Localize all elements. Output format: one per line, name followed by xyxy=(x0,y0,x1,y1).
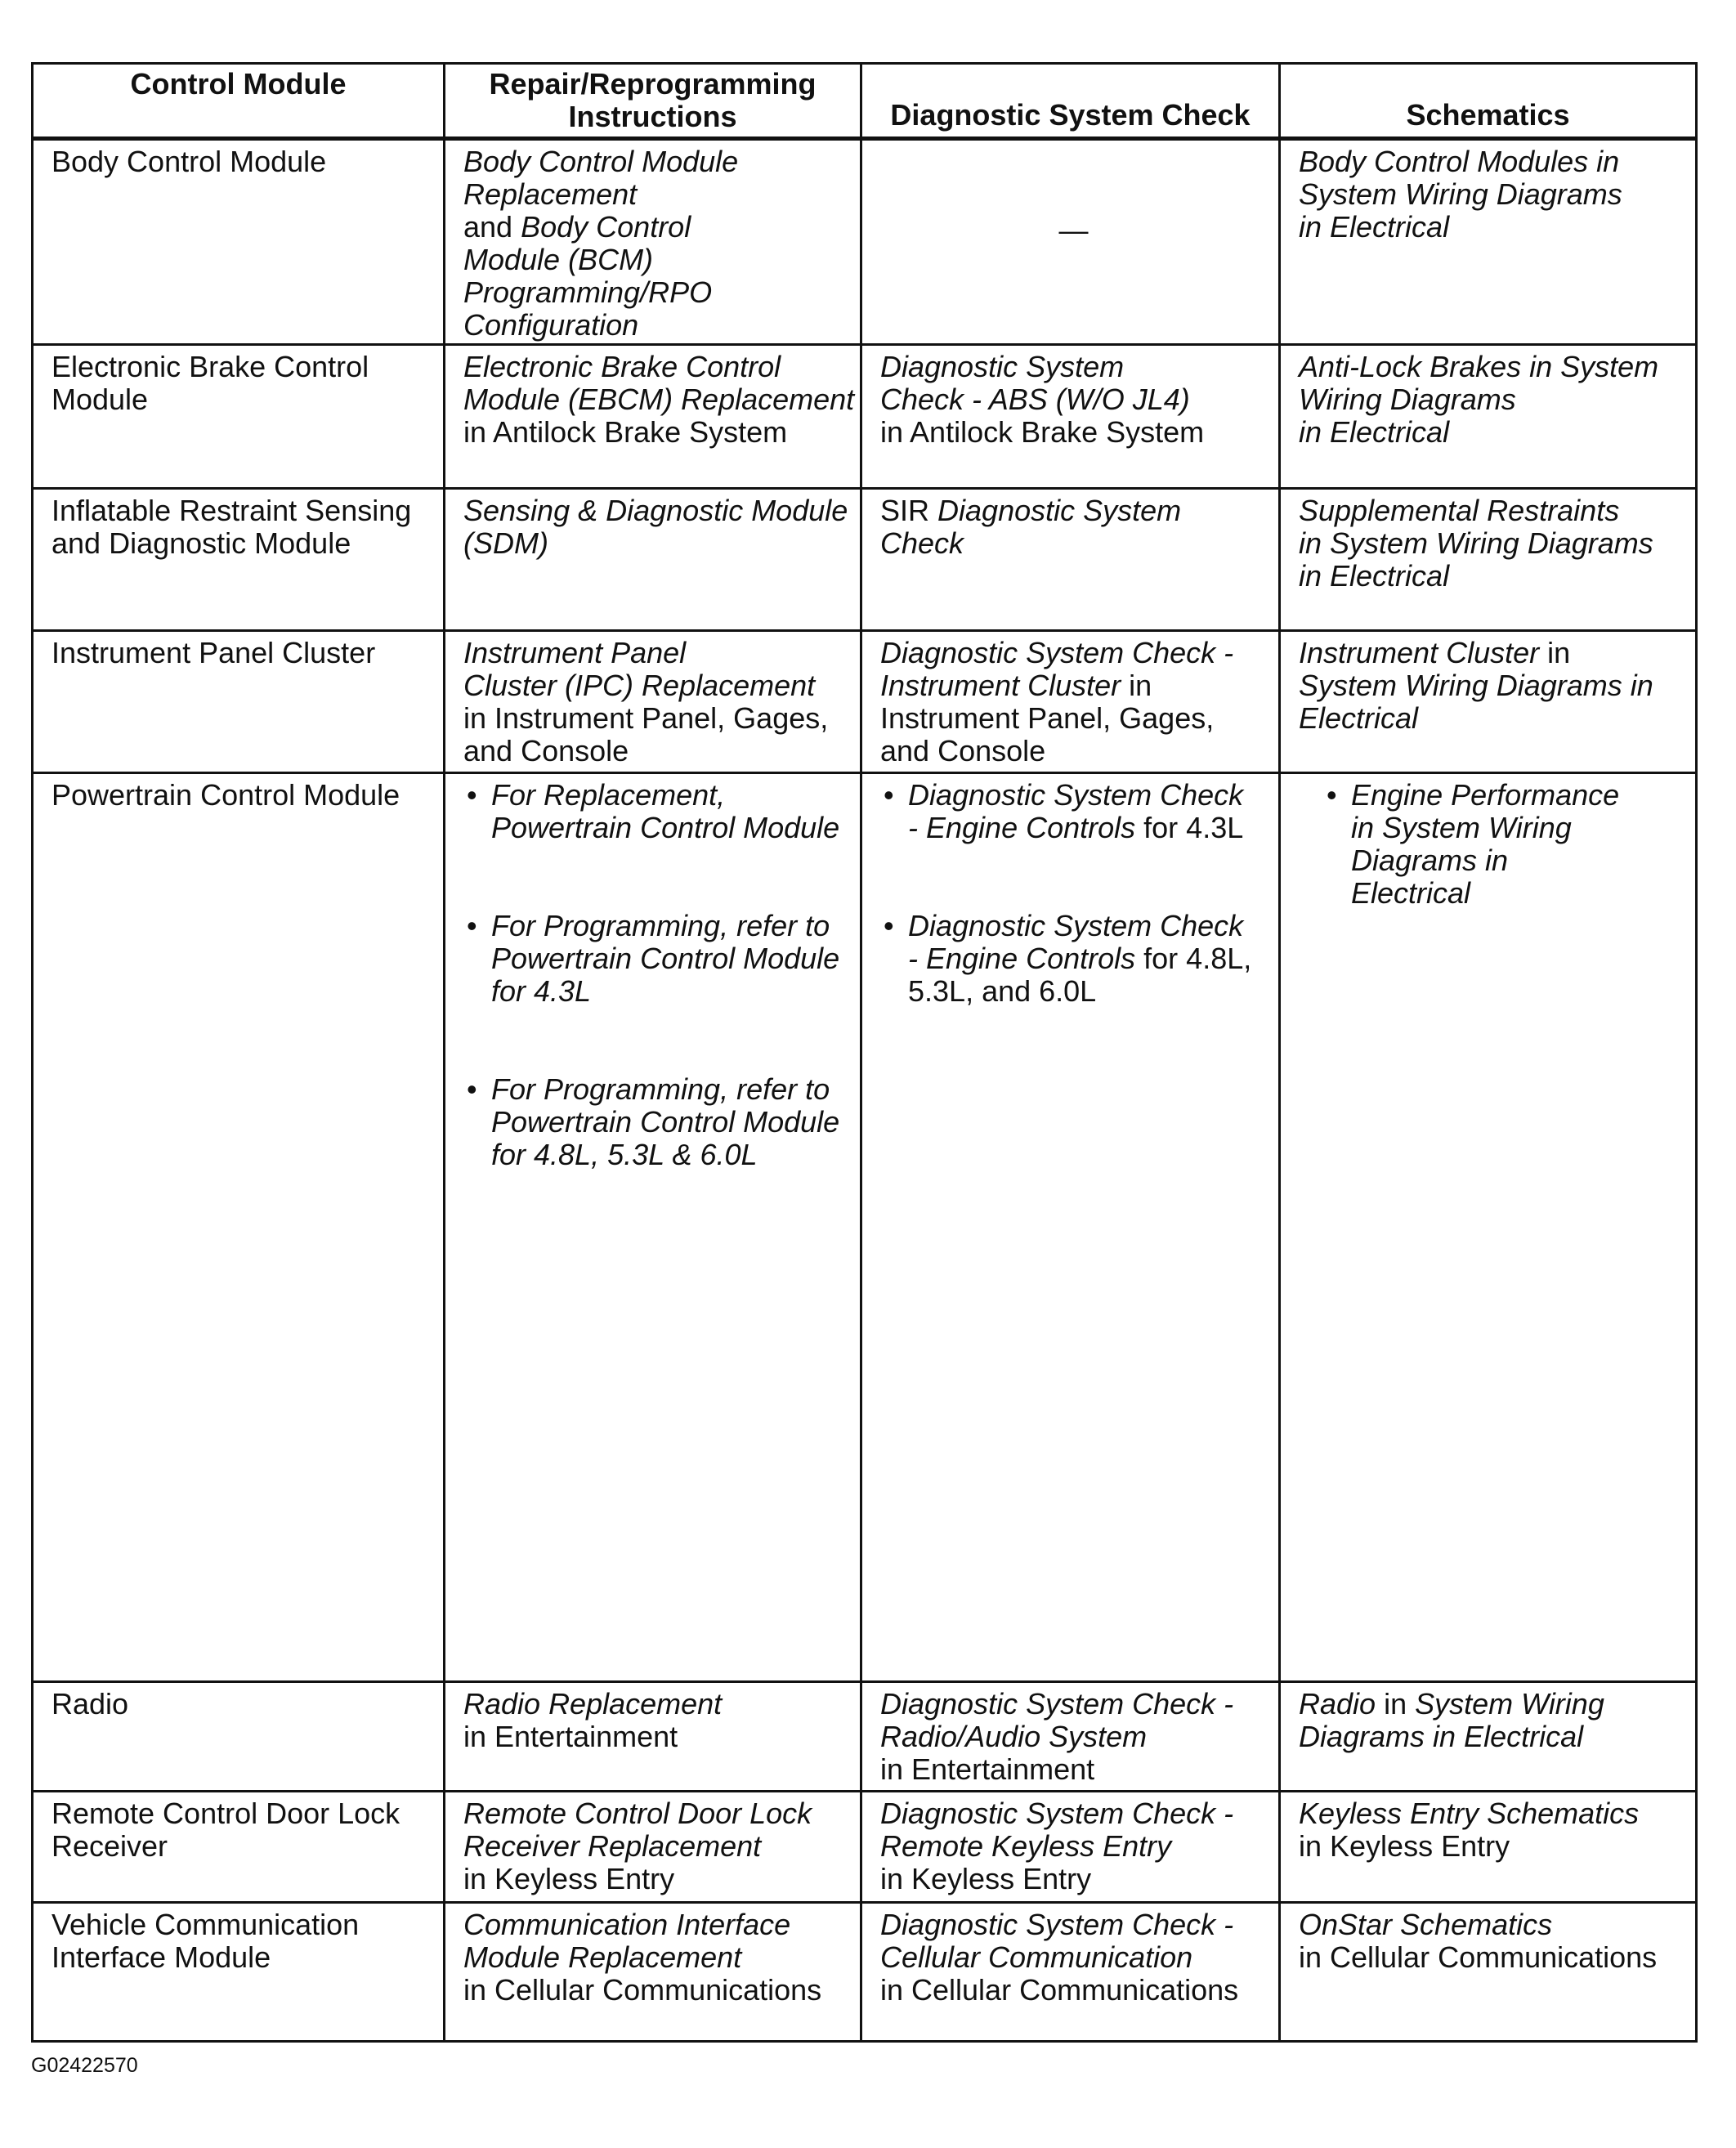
list-item: • Engine Performance in System Wiring Diagrams in Electrical xyxy=(1323,779,1684,910)
module-cell: Radio xyxy=(33,1682,445,1792)
table-row xyxy=(33,345,1697,489)
module-cell: Electronic Brake Control Module xyxy=(33,345,445,489)
schematics-cell xyxy=(1280,773,1697,1682)
schematics-cell: Anti-Lock Brakes in System Wiring Diagrams in Electrical xyxy=(1280,345,1697,489)
repair-cell: Radio Replacement in Entertainment xyxy=(445,1682,861,1792)
header-row xyxy=(33,64,1697,139)
schematics-cell: OnStar Schematics in Cellular Communications xyxy=(1280,1903,1697,2042)
schematics-cell: Keyless Entry Schematics in Keyless Entry xyxy=(1280,1792,1697,1903)
table-row xyxy=(33,139,1697,345)
schematics-cell: Instrument Cluster in System Wiring Diagrams in Electrical xyxy=(1280,631,1697,773)
header-schematics: Schematics xyxy=(1280,64,1697,139)
empty-dash: — xyxy=(1058,213,1089,247)
header-control-module: Control Module xyxy=(33,64,445,139)
module-cell: Instrument Panel Cluster xyxy=(33,631,445,773)
table-row xyxy=(33,489,1697,631)
repair-cell: Remote Control Door Lock Receiver Replacement in Keyless Entry xyxy=(445,1792,861,1903)
module-cell: Body Control Module xyxy=(33,139,445,345)
module-cell: Remote Control Door Lock Receiver xyxy=(33,1792,445,1903)
diagnostic-cell xyxy=(861,773,1280,1682)
header-repair-instructions: Repair/Reprogramming Instructions xyxy=(445,64,861,139)
repair-cell: Sensing & Diagnostic Module (SDM) xyxy=(445,489,861,631)
diagnostic-cell: Diagnostic System Check - ABS (W/O JL4) in Antilock Brake System xyxy=(861,345,1280,489)
table-row xyxy=(33,631,1697,773)
module-cell: Vehicle Communication Interface Module xyxy=(33,1903,445,2042)
table-row xyxy=(33,773,1697,1682)
diagnostic-cell: Diagnostic System Check - Remote Keyless Entry in Keyless Entry xyxy=(861,1792,1280,1903)
module-cell: Inflatable Restraint Sensing and Diagnostic Module xyxy=(33,489,445,631)
module-cell: Powertrain Control Module xyxy=(33,773,445,1682)
header-diagnostic-check: Diagnostic System Check xyxy=(861,64,1280,139)
list-item: • For Programming, refer to Powertrain Control Module for 4.8L, 5.3L & 6.0L xyxy=(463,1073,848,1171)
repair-cell: Body Control Module Replacement and Body Control Module (BCM) Programming/RPO Configuration xyxy=(445,139,861,345)
list-item: • For Programming, refer to Powertrain Control Module for 4.3L xyxy=(463,910,848,1008)
table-row xyxy=(33,1682,1697,1792)
list-item: • Diagnostic System Check - Engine Controls for 4.3L xyxy=(880,779,1267,844)
diagnostic-cell: Diagnostic System Check - Radio/Audio System in Entertainment xyxy=(861,1682,1280,1792)
diagnostic-cell: SIR Diagnostic System Check xyxy=(861,489,1280,631)
control-module-table xyxy=(31,62,1698,2043)
list-item: • For Replacement, Powertrain Control Module xyxy=(463,779,848,844)
repair-cell: Electronic Brake Control Module (EBCM) Replacement in Antilock Brake System xyxy=(445,345,861,489)
diagnostic-cell xyxy=(861,139,1280,345)
schematics-cell: Supplemental Restraints in System Wiring Diagrams in Electrical xyxy=(1280,489,1697,631)
figure-code: G02422570 xyxy=(31,2054,138,2077)
diagnostic-cell: Diagnostic System Check - Cellular Communication in Cellular Communications xyxy=(861,1903,1280,2042)
schematics-cell: Body Control Modules in System Wiring Diagrams in Electrical xyxy=(1280,139,1697,345)
repair-cell: Communication Interface Module Replacement in Cellular Communications xyxy=(445,1903,861,2042)
table-row xyxy=(33,1903,1697,2042)
schematics-cell: Radio in System Wiring Diagrams in Electrical xyxy=(1280,1682,1697,1792)
repair-cell: Instrument Panel Cluster (IPC) Replacement in Instrument Panel, Gages, and Console xyxy=(445,631,861,773)
diagnostic-cell: Diagnostic System Check - Instrument Cluster in Instrument Panel, Gages, and Console xyxy=(861,631,1280,773)
list-item: • Diagnostic System Check - Engine Controls for 4.8L, 5.3L, and 6.0L xyxy=(880,910,1267,1008)
repair-cell xyxy=(445,773,861,1682)
table-row xyxy=(33,1792,1697,1903)
